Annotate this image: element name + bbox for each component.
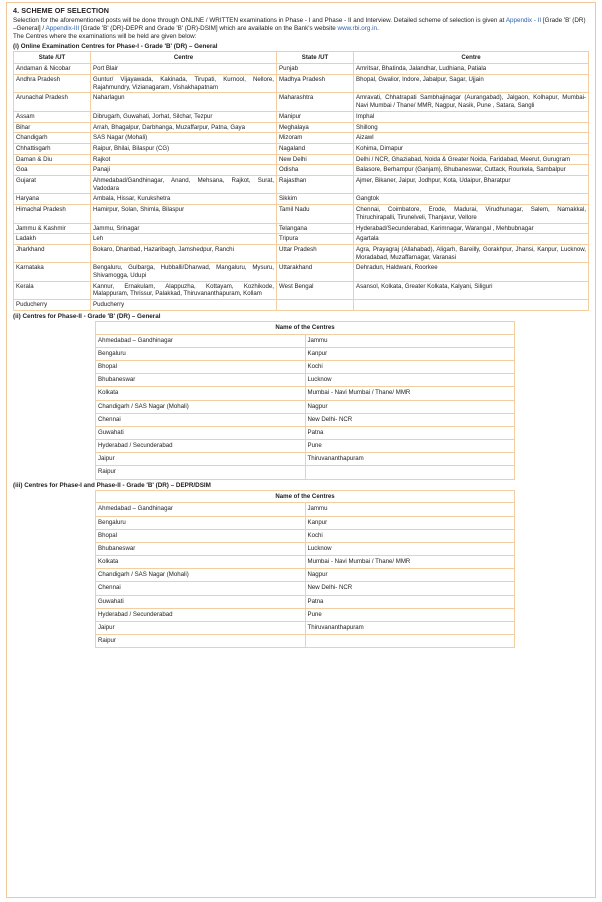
centre-cell: Hyderabad / Secunderabad bbox=[96, 608, 306, 621]
table-row bbox=[14, 234, 589, 245]
state-cell: Manipur bbox=[277, 111, 354, 122]
state-cell: Jammu & Kashmir bbox=[14, 223, 91, 234]
state-cell: Chhattisgarh bbox=[14, 143, 91, 154]
depr-dsim-table-header: Name of the Centres bbox=[96, 490, 515, 503]
centre-cell: Shillong bbox=[354, 122, 589, 133]
centre-cell: Ajmer, Bikaner, Jaipur, Jodhpur, Kota, Udaipur, Bharatpur bbox=[354, 176, 589, 194]
table-row bbox=[96, 334, 515, 347]
state-cell: Assam bbox=[14, 111, 91, 122]
state-cell: Tamil Nadu bbox=[277, 205, 354, 223]
table-row bbox=[14, 194, 589, 205]
state-cell: Rajasthan bbox=[277, 176, 354, 194]
centre-cell: Hyderabad / Secunderabad bbox=[96, 440, 306, 453]
phase1-centres-table bbox=[13, 51, 589, 311]
centre-cell: Agra, Prayagraj (Allahabad), Aligarh, Bareilly, Gorakhpur, Jhansi, Kanpur, Lucknow, Moradabad, Muzaffarnagar, Varanasi bbox=[354, 244, 589, 262]
centre-cell: Chennai bbox=[96, 413, 306, 426]
centre-cell: Chennai, Coimbatore, Erode, Madurai, Virudhunagar, Salem, Namakkal, Thiruchirapalli, Tirunelveli, Thanjavur, Vellore bbox=[354, 205, 589, 223]
centre-cell: Arrah, Bhagalpur, Darbhanga, Muzaffarpur, Patna, Gaya bbox=[91, 122, 277, 133]
selection-scheme-panel bbox=[6, 2, 596, 898]
centre-cell: Jaipur bbox=[96, 622, 306, 635]
state-cell: Gujarat bbox=[14, 176, 91, 194]
appendix-iii-link[interactable]: Appendix-III bbox=[45, 25, 80, 33]
centre-cell: Jaipur bbox=[96, 453, 306, 466]
centre-cell: Kannur, Ernakulam, Alappuzha, Kottayam, Kozhikode, Malappuram, Thrissur, Palakkad, Thiruvananthapuram, Kollam bbox=[91, 281, 277, 299]
centre-cell: Bhopal, Gwalior, Indore, Jabalpur, Sagar, Ujjain bbox=[354, 75, 589, 93]
centre-cell: Guwahati bbox=[96, 426, 306, 439]
table-row bbox=[14, 176, 589, 194]
table-row bbox=[96, 595, 515, 608]
state-cell: New Delhi bbox=[277, 154, 354, 165]
phase2-centres-table bbox=[95, 321, 515, 480]
centre-cell: Chandigarh / SAS Nagar (Mohali) bbox=[96, 569, 306, 582]
centre-cell: Chennai bbox=[96, 582, 306, 595]
table-row bbox=[14, 143, 589, 154]
phase2-centres-title: (ii) Centres for Phase-II - Grade 'B' (DR) – General bbox=[13, 312, 161, 320]
centre-cell: Pune bbox=[305, 440, 515, 453]
depr-dsim-centres-table bbox=[95, 490, 515, 649]
table-row bbox=[96, 569, 515, 582]
centre-cell: Pune bbox=[305, 608, 515, 621]
state-cell: Odisha bbox=[277, 165, 354, 176]
intro-line-2a: given at bbox=[482, 17, 506, 24]
centre-cell bbox=[354, 300, 589, 311]
centre-cell: Rajkot bbox=[91, 154, 277, 165]
centre-cell: Kochi bbox=[305, 529, 515, 542]
centre-cell: Asansol, Kolkata, Greater Kolkata, Kalyani, Siliguri bbox=[354, 281, 589, 299]
table-row bbox=[96, 453, 515, 466]
centre-cell: Leh bbox=[91, 234, 277, 245]
table-row bbox=[96, 360, 515, 373]
centre-cell: Nagpur bbox=[305, 400, 515, 413]
table-row bbox=[14, 281, 589, 299]
state-cell: West Bengal bbox=[277, 281, 354, 299]
centre-cell: Jammu, Srinagar bbox=[91, 223, 277, 234]
centre-cell: Gangtok bbox=[354, 194, 589, 205]
state-cell: Jharkhand bbox=[14, 244, 91, 262]
intro-line-2c: [Grade 'B' (DR)-DEPR and Grade 'B' (DR)-DSIM] which are available on the Bank's website bbox=[79, 25, 338, 33]
intro-line-3: The Centres where the examinations will be held are given below: bbox=[13, 33, 197, 41]
centre-cell: Hyderabad/Secunderabad, Karimnagar, Warangal , Mehbubnagar bbox=[354, 223, 589, 234]
centre-cell: Nagpur bbox=[305, 569, 515, 582]
state-cell: Karnataka bbox=[14, 263, 91, 281]
table-row bbox=[96, 556, 515, 569]
table-row bbox=[96, 516, 515, 529]
centre-cell: Kochi bbox=[305, 360, 515, 373]
phase1-centres-title: (i) Online Examination Centres for Phase-I - Grade 'B' (DR) – General bbox=[13, 42, 218, 50]
table-row bbox=[14, 223, 589, 234]
state-cell: Haryana bbox=[14, 194, 91, 205]
table-row bbox=[96, 635, 515, 648]
centre-cell: Panaji bbox=[91, 165, 277, 176]
state-cell: Chandigarh bbox=[14, 133, 91, 144]
centre-cell: Amritsar, Bhatinda, Jalandhar, Ludhiana, Patiala bbox=[354, 64, 589, 75]
centre-cell: Port Blair bbox=[91, 64, 277, 75]
state-cell: Uttarakhand bbox=[277, 263, 354, 281]
section-heading: 4. SCHEME OF SELECTION bbox=[13, 6, 110, 15]
state-cell: Andaman & Nicobar bbox=[14, 64, 91, 75]
intro-line-1: Selection for the aforementioned posts will be done through ONLINE / WRITTEN examinations in Phase - I and Phase - II and Interview. Detailed scheme of selection is bbox=[13, 17, 481, 24]
centre-cell: Kanpur bbox=[305, 347, 515, 360]
centre-cell: Bhopal bbox=[96, 529, 306, 542]
centre-cell: Aizawl bbox=[354, 133, 589, 144]
table-row bbox=[96, 582, 515, 595]
intro-line-2d: . bbox=[377, 25, 379, 33]
centre-cell: Delhi / NCR, Ghaziabad, Noida & Greater Noida, Faridabad, Meerut, Gurugram bbox=[354, 154, 589, 165]
table-row bbox=[14, 75, 589, 93]
centre-cell: Lucknow bbox=[305, 542, 515, 555]
state-cell: Telangana bbox=[277, 223, 354, 234]
table-row bbox=[14, 154, 589, 165]
table-row bbox=[14, 111, 589, 122]
state-cell: Nagaland bbox=[277, 143, 354, 154]
centre-cell: Balasore, Berhampur (Ganjam), Bhubaneswar, Cuttack, Rourkela, Sambalpur bbox=[354, 165, 589, 176]
centre-cell: Dibrugarh, Guwahati, Jorhat, Silchar, Tezpur bbox=[91, 111, 277, 122]
centre-cell: Naharlagun bbox=[91, 93, 277, 111]
state-cell: Mizoram bbox=[277, 133, 354, 144]
centre-cell: Agartala bbox=[354, 234, 589, 245]
column-header: State /UT bbox=[277, 51, 354, 64]
table-row bbox=[14, 165, 589, 176]
centre-cell: Amravati, Chhatrapati Sambhajinagar (Aurangabad), Jalgaon, Kolhapur, Mumbai-Navi Mumbai / Thane/ MMR, Nagpur, Nasik, Pune , Satara, Sangli bbox=[354, 93, 589, 111]
centre-cell: Hamirpur, Solan, Shimla, Bilaspur bbox=[91, 205, 277, 223]
appendix-ii-link[interactable]: Appendix - II bbox=[505, 17, 542, 24]
table-row bbox=[96, 347, 515, 360]
centre-cell: Thiruvananthapuram bbox=[305, 453, 515, 466]
centre-cell: Ahmedabad – Gandhinagar bbox=[96, 334, 306, 347]
centre-cell: SAS Nagar (Mohali) bbox=[91, 133, 277, 144]
centre-cell: Puducherry bbox=[91, 300, 277, 311]
depr-dsim-centres-title: (iii) Centres for Phase-I and Phase-II - Grade 'B' (DR) – DEPR/DSIM bbox=[13, 481, 211, 489]
table-row bbox=[96, 542, 515, 555]
table-row bbox=[96, 387, 515, 400]
phase2-table-header: Name of the Centres bbox=[96, 321, 515, 334]
table-row bbox=[14, 300, 589, 311]
state-cell: Puducherry bbox=[14, 300, 91, 311]
state-cell: Ladakh bbox=[14, 234, 91, 245]
centre-cell: Jammu bbox=[305, 503, 515, 516]
centre-cell: Patna bbox=[305, 426, 515, 439]
centre-cell bbox=[305, 635, 515, 648]
centre-cell: Jammu bbox=[305, 334, 515, 347]
state-cell: Andhra Pradesh bbox=[14, 75, 91, 93]
centre-cell: Lucknow bbox=[305, 374, 515, 387]
table-row bbox=[96, 413, 515, 426]
table-row bbox=[14, 205, 589, 223]
state-cell: Uttar Pradesh bbox=[277, 244, 354, 262]
state-cell: Tripura bbox=[277, 234, 354, 245]
centre-cell: Bhopal bbox=[96, 360, 306, 373]
centre-cell: New Delhi- NCR bbox=[305, 582, 515, 595]
table-row bbox=[14, 93, 589, 111]
centre-cell: Mumbai - Navi Mumbai / Thane/ MMR bbox=[305, 556, 515, 569]
centre-cell: Imphal bbox=[354, 111, 589, 122]
centre-cell: Raipur, Bhilai, Bilaspur (CG) bbox=[91, 143, 277, 154]
intro-line-2b: [Grade 'B' (DR) –General] / bbox=[13, 17, 586, 33]
centre-cell: Kolkata bbox=[96, 556, 306, 569]
table-row bbox=[96, 503, 515, 516]
centre-cell: Raipur bbox=[96, 635, 306, 648]
state-cell: Goa bbox=[14, 165, 91, 176]
table-row bbox=[14, 122, 589, 133]
centre-cell: Bengaluru, Gulbarga, Hubballi/Dharwad, Mangaluru, Mysuru, Shivamogga, Udupi bbox=[91, 263, 277, 281]
centre-cell: Patna bbox=[305, 595, 515, 608]
table-row bbox=[14, 244, 589, 262]
table-row bbox=[14, 64, 589, 75]
centre-cell: Bhubaneswar bbox=[96, 374, 306, 387]
centre-cell: Guntur/ Vijayawada, Kakinada, Tirupati, Kurnool, Nellore, Rajahmundry, Vizianagaram, Vishakhapatnam bbox=[91, 75, 277, 93]
state-cell: Maharashtra bbox=[277, 93, 354, 111]
state-cell: Daman & Diu bbox=[14, 154, 91, 165]
centre-cell: Ambala, Hissar, Kurukshetra bbox=[91, 194, 277, 205]
centre-cell: Ahmedabad/Gandhinagar, Anand, Mehsana, Rajkot, Surat, Vadodara bbox=[91, 176, 277, 194]
table-row bbox=[96, 374, 515, 387]
state-cell: Meghalaya bbox=[277, 122, 354, 133]
state-cell: Arunachal Pradesh bbox=[14, 93, 91, 111]
table-row bbox=[14, 263, 589, 281]
state-cell: Madhya Pradesh bbox=[277, 75, 354, 93]
centre-cell bbox=[305, 466, 515, 479]
state-cell bbox=[277, 300, 354, 311]
table-row bbox=[14, 133, 589, 144]
intro-text bbox=[13, 17, 589, 42]
centre-cell: Bhubaneswar bbox=[96, 542, 306, 555]
centre-cell: Bengaluru bbox=[96, 347, 306, 360]
table-row bbox=[96, 529, 515, 542]
table-row bbox=[96, 622, 515, 635]
table-row bbox=[96, 440, 515, 453]
centre-cell: Bengaluru bbox=[96, 516, 306, 529]
centre-cell: Bokaro, Dhanbad, Hazaribagh, Jamshedpur, Ranchi bbox=[91, 244, 277, 262]
centre-cell: Mumbai - Navi Mumbai / Thane/ MMR bbox=[305, 387, 515, 400]
centre-cell: Dehradun, Haldwani, Roorkee bbox=[354, 263, 589, 281]
state-cell: Punjab bbox=[277, 64, 354, 75]
centre-cell: Kohima, Dimapur bbox=[354, 143, 589, 154]
centre-cell: Kanpur bbox=[305, 516, 515, 529]
table-row bbox=[96, 466, 515, 479]
centre-cell: Guwahati bbox=[96, 595, 306, 608]
rbi-website-link[interactable]: www.rbi.org.in bbox=[337, 25, 378, 33]
centre-cell: Ahmedabad – Gandhinagar bbox=[96, 503, 306, 516]
centre-cell: Raipur bbox=[96, 466, 306, 479]
column-header: Centre bbox=[354, 51, 589, 64]
column-header: Centre bbox=[91, 51, 277, 64]
state-cell: Sikkim bbox=[277, 194, 354, 205]
centre-cell: New Delhi- NCR bbox=[305, 413, 515, 426]
centre-cell: Kolkata bbox=[96, 387, 306, 400]
centre-cell: Chandigarh / SAS Nagar (Mohali) bbox=[96, 400, 306, 413]
table-row bbox=[96, 400, 515, 413]
centre-cell: Thiruvananthapuram bbox=[305, 622, 515, 635]
state-cell: Himachal Pradesh bbox=[14, 205, 91, 223]
column-header: State /UT bbox=[14, 51, 91, 64]
table-row bbox=[96, 608, 515, 621]
table-row bbox=[96, 426, 515, 439]
state-cell: Kerala bbox=[14, 281, 91, 299]
state-cell: Bihar bbox=[14, 122, 91, 133]
